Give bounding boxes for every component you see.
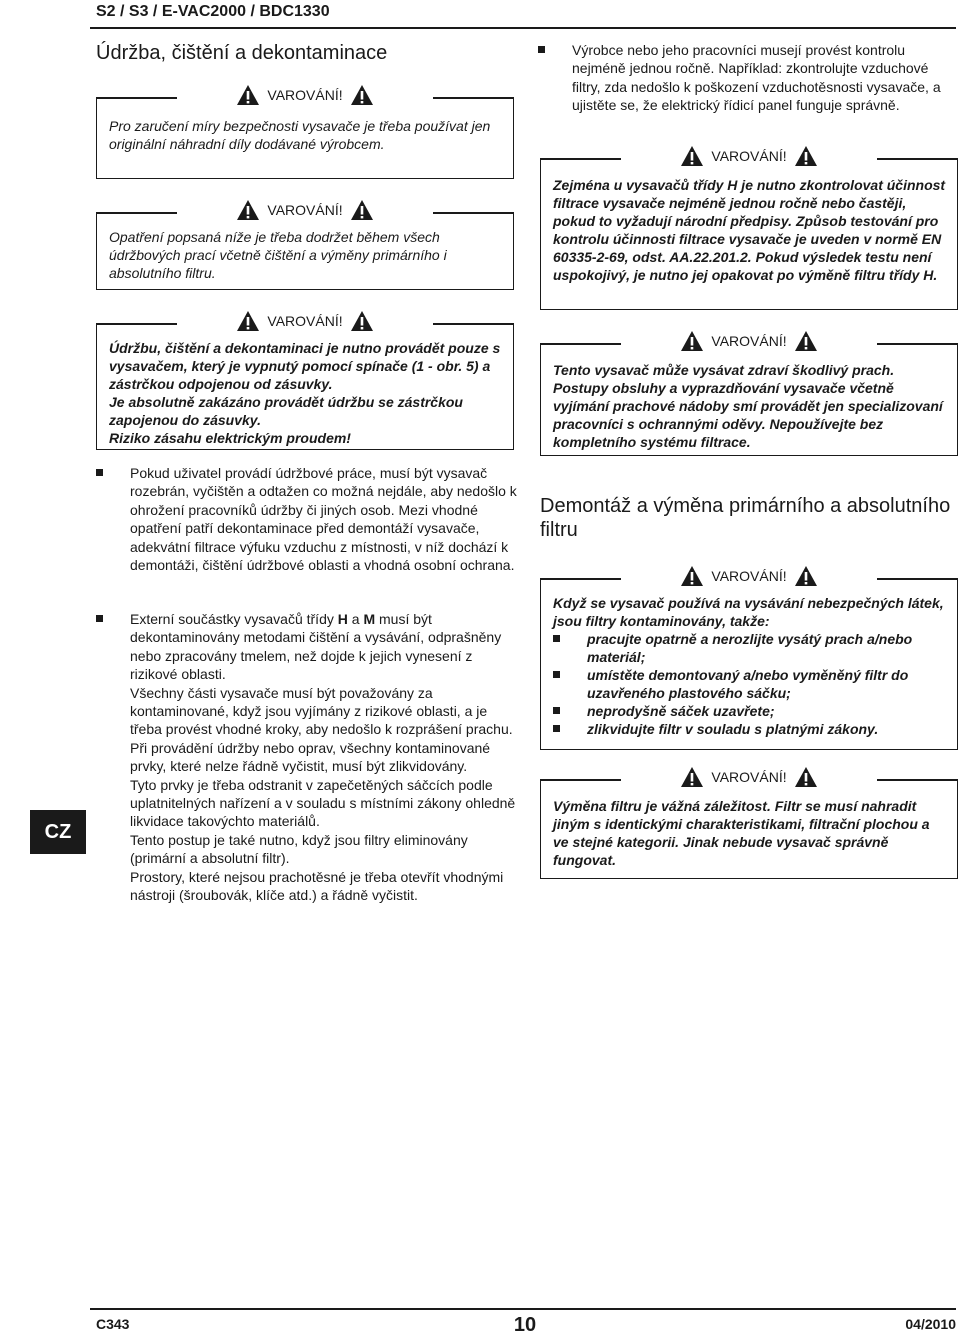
warning-line: Údržbu, čištění a dekontaminaci je nutno provádět pouze s vysavačem, který je vypnutý pomocí spínače (1 - obr. 5) a zástrčkou odpojenou od zásuvky. (109, 340, 501, 392)
list-item (553, 720, 947, 738)
warning-box-filter-test (540, 148, 958, 310)
warning-header (97, 84, 513, 106)
warning-list (553, 630, 947, 738)
section-title-maintenance: Údržba, čištění a dekontaminace (96, 42, 388, 64)
warning-triangle-icon (236, 199, 260, 221)
class-h: H (337, 611, 348, 627)
warning-triangle-icon (680, 766, 704, 788)
bullet-item (572, 41, 957, 115)
warning-box-hazardous (540, 568, 958, 750)
bullet-paragraph: Při provádění údržby nebo oprav, všechny kontaminované prvky, které nelze řádně vyčistit, musí být zlikvidovány. (130, 739, 491, 775)
bullet-square-icon (553, 707, 560, 714)
warning-intro: Když se vysavač používá na vysávání nebezpečných látek, jsou filtry kontaminovány, takže: (553, 595, 944, 629)
warning-label: VAROVÁNÍ! (267, 313, 343, 329)
warning-triangle-icon (236, 310, 260, 332)
bullet-paragraph (130, 610, 518, 684)
warning-triangle-icon (236, 84, 260, 106)
warning-header (541, 330, 957, 352)
text-run: a (347, 611, 364, 627)
bullet-paragraph: Pokud uživatel provádí údržbové práce, musí být vysavač rozebrán, vyčištěn a odtažen co možná nejdále, aby nedošlo k ohrožení pracovníků údržby či jiných osob. Mezi vhodné opatření patří dekontaminace před demontáží vysavače, adekvátní filtrace výfuku vzduchu z místnosti, v níž dochází k demontáži, čištění údržbové oblasti a vhodná osobní ochrana. (130, 465, 517, 574)
footer-document-code: C343 (96, 1316, 130, 1332)
warning-header (97, 199, 513, 221)
warning-triangle-icon (794, 565, 818, 587)
warning-triangle-icon (794, 330, 818, 352)
warning-label: VAROVÁNÍ! (267, 202, 343, 218)
footer-rule (90, 1308, 956, 1310)
list-item-text: neprodyšně sáček uzavřete; (587, 703, 775, 719)
bullet-square-icon (538, 46, 545, 53)
warning-box (96, 87, 514, 179)
warning-triangle-icon (350, 84, 374, 106)
bullet-paragraph: Všechny části vysavače musí být považovány za kontaminované, když jsou vyjímány z rizikové oblasti, a je třeba provést vhodné kroky, aby nedošlo k rozprášení prachu. (130, 684, 513, 738)
warning-box (96, 202, 514, 290)
warning-label: VAROVÁNÍ! (711, 769, 787, 785)
warning-line: Je absolutně zakázáno provádět údržbu se zástrčkou zapojenou do zásuvky. (109, 394, 463, 428)
warning-box-filter-exchange (540, 769, 958, 879)
warning-box-electrical (96, 313, 514, 450)
warning-text: Výměna filtru je vážná záležitost. Filtr se musí nahradit jiným s identickými charakteristikami, filtrační plochou a ve stejné kategorii. Jinak nebude vysavač správně fungovat. (553, 798, 930, 868)
bullet-item (130, 610, 518, 905)
warning-text: Pro zaručení míry bezpečnosti vysavače je třeba používat jen originální náhradní díly dodávané výrobcem. (109, 118, 491, 152)
text-run: Externí součástky vysavačů třídy (130, 611, 338, 627)
bullet-square-icon (553, 725, 560, 732)
list-item-text: pracujte opatrně a nerozlijte vysátý prach a/nebo materiál; (587, 631, 913, 665)
warning-label: VAROVÁNÍ! (711, 568, 787, 584)
bullet-paragraph: Tyto prvky je třeba odstranit v zapečetěných sáčcích podle uplatnitelných nařízení a v souladu s místními zákony ohledně likvidace takovýchto materiálů. (130, 776, 516, 830)
bullet-paragraph: Prostory, které nejsou prachotěsné je třeba otevřít vhodnými nástroji (šroubovák, klíče atd.) a řádně vyčistit. (130, 868, 504, 904)
warning-label: VAROVÁNÍ! (267, 87, 343, 103)
warning-line: Riziko zásahu elektrickým proudem! (109, 430, 351, 446)
bullet-paragraph: Tento postup je také nutno, když jsou filtry eliminovány (primární a absolutní filtr). (130, 831, 468, 867)
warning-label: VAROVÁNÍ! (711, 333, 787, 349)
warning-triangle-icon (680, 565, 704, 587)
warning-text: Zejména u vysavačů třídy H je nutno zkontrolovat účinnost filtrace vysavače nejméně jednou ročně nebo častěji, pokud to vyžadují národní předpisy. Způsob testování pro kontrolu účinnosti filtrace vysavače je uveden v normě EN 60335-2-69, odst. AA.22.201.2. Pokud výsledek testu není uspokojivý, je nutno jej opakovat po výměně filtru třídy H. (553, 177, 946, 283)
list-item (553, 630, 947, 666)
warning-triangle-icon (350, 199, 374, 221)
warning-header (541, 766, 957, 788)
warning-header (541, 145, 957, 167)
bullet-square-icon (96, 615, 103, 622)
warning-triangle-icon (794, 766, 818, 788)
warning-triangle-icon (680, 330, 704, 352)
text-run: musí být dekontaminovány metodami čištění a vysávání, odprašněny nebo zpracovány tmelem, než dojde k jejich vynesení z rizikové oblasti. (130, 611, 502, 683)
warning-triangle-icon (680, 145, 704, 167)
page-number: 10 (513, 1314, 537, 1336)
list-item-text: zlikvidujte filtr v souladu s platnými zákony. (587, 721, 879, 737)
section-title-filter-replacement: Demontáž a výměna primárního a absolutního filtru (540, 495, 951, 541)
warning-text (109, 339, 503, 447)
bullet-square-icon (553, 671, 560, 678)
warning-header (97, 310, 513, 332)
bullet-square-icon (553, 635, 560, 642)
list-item (553, 702, 947, 720)
list-item-text: umístěte demontovaný a/nebo vyměněný filtr do uzavřeného plastového sáčku; (587, 667, 909, 701)
bullet-square-icon (96, 469, 103, 476)
list-item (553, 666, 947, 702)
warning-box-harmful-dust (540, 333, 958, 456)
document-header-title: S2 / S3 / E-VAC2000 / BDC1330 (96, 3, 330, 20)
bullet-paragraph: Výrobce nebo jeho pracovníci musejí provést kontrolu nejméně jednou ročně. Například: zkontrolujte vzduchové filtry, zda nedošlo k poškození vzduchotěsnosti vysavače, a ujistěte se, že elektrický řídicí panel funguje správně. (572, 42, 941, 114)
language-tab-cz: CZ (30, 810, 86, 854)
warning-text: Tento vysavač může vysávat zdraví škodlivý prach. Postupy obsluhy a vyprazdňování vysavače včetně vyjímání prachové nádoby smí provádět jen specializovaní pracovníci s ochrannými oděvy. Nepoužívejte bez kompletního systému filtrace. (553, 362, 943, 450)
warning-triangle-icon (350, 310, 374, 332)
warning-header (541, 565, 957, 587)
footer-date: 04/2010 (905, 1316, 956, 1332)
warning-label: VAROVÁNÍ! (711, 148, 787, 164)
class-m: M (363, 611, 376, 627)
bullet-item (130, 464, 518, 574)
warning-text: Opatření popsaná níže je třeba dodržet během všech údržbových prací včetně čištění a výměny primárního i absolutního filtru. (109, 229, 447, 281)
warning-triangle-icon (794, 145, 818, 167)
header-rule (90, 27, 956, 29)
warning-text (553, 594, 947, 738)
